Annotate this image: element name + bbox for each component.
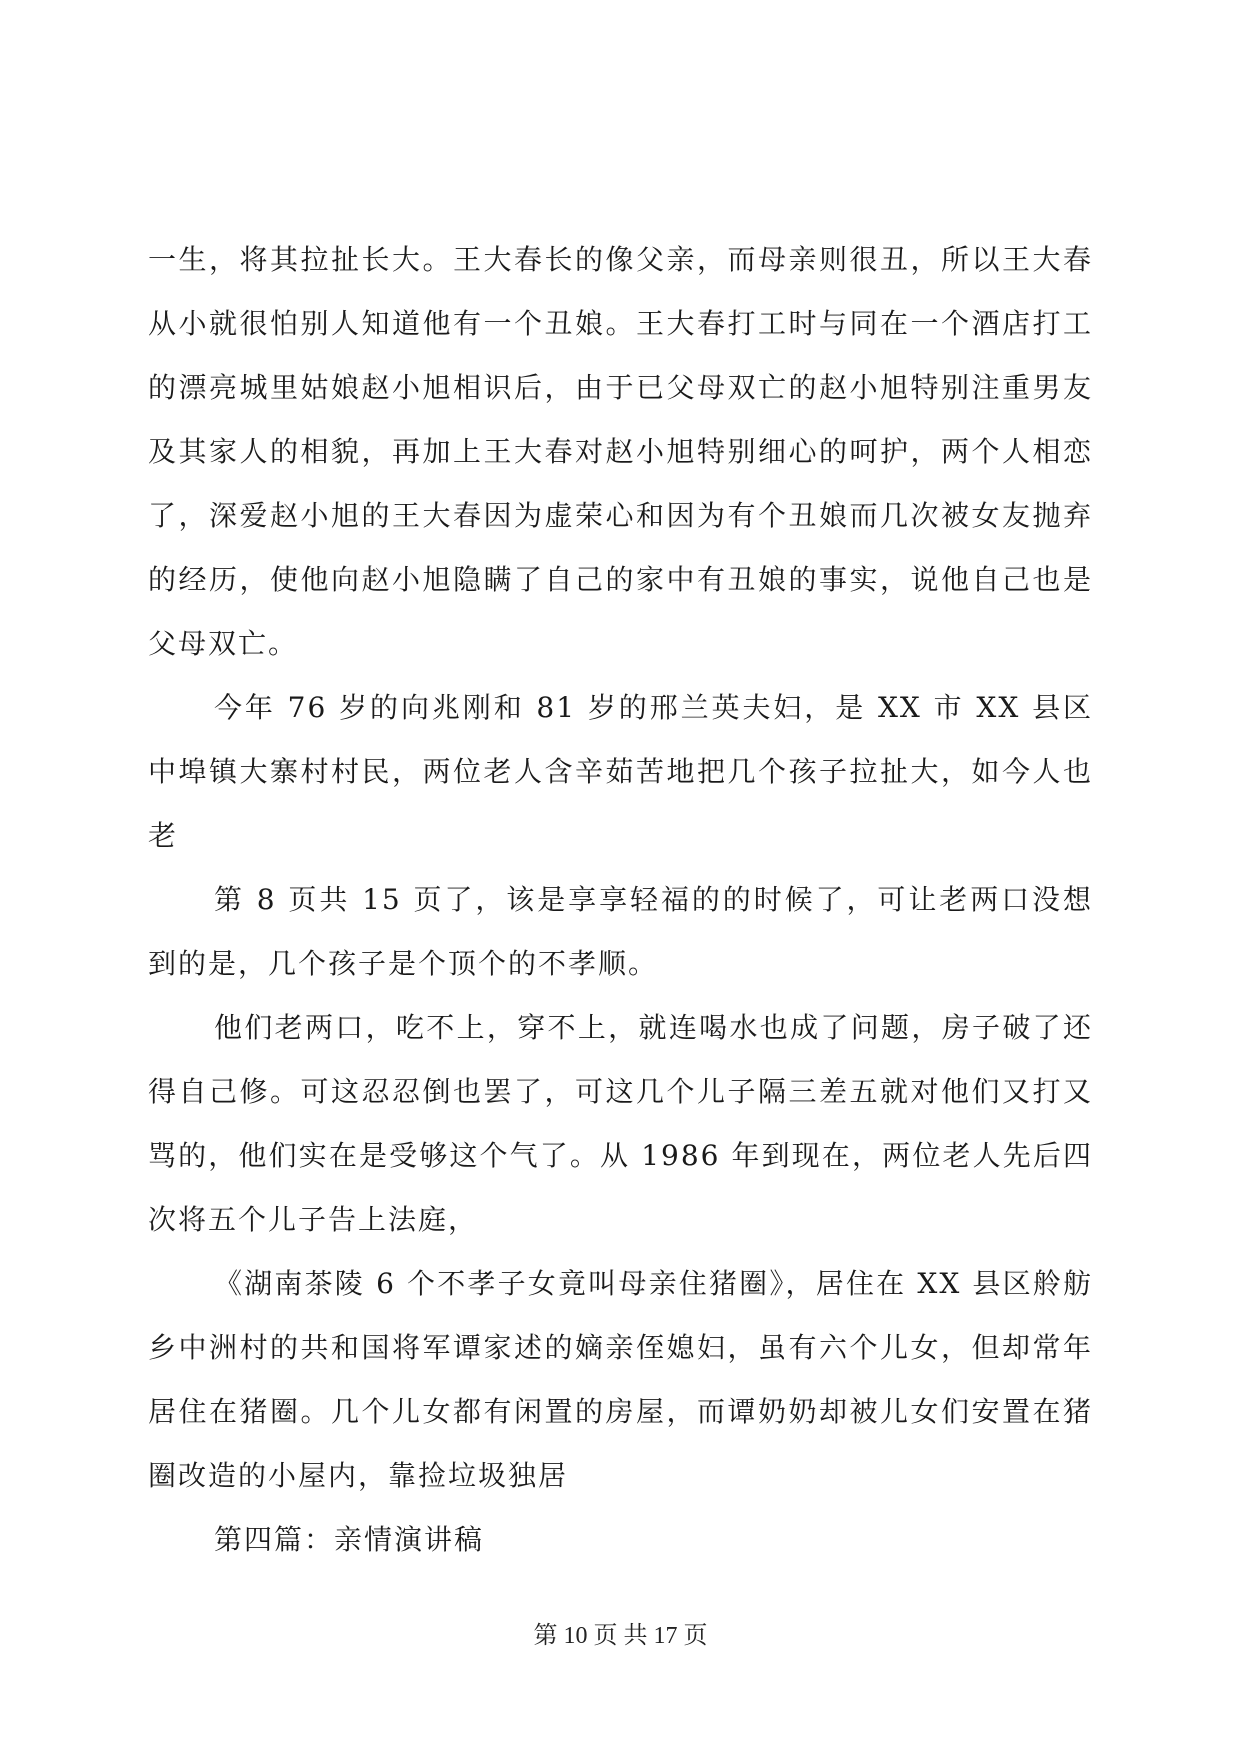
paragraph-2: 今年 76 岁的向兆刚和 81 岁的邢兰英夫妇，是 XX 市 XX 县区中埠镇大寨村村民，两位老人含辛茹苦地把几个孩子拉扯大，如今人也老 xyxy=(148,691,1093,852)
page-footer xyxy=(0,1620,1241,1652)
paragraph-3: 第 8 页共 15 页了，该是享享轻福的的时候了，可让老两口没想到的是，几个孩子是个顶个的不孝顺。 xyxy=(148,883,1093,980)
paragraph-5: 《湖南茶陵 6 个不孝子女竟叫母亲住猪圈》，居住在 XX 县区舲舫乡中洲村的共和国将军谭家述的嫡亲侄媳妇，虽有六个儿女，但却常年居住在猪圈。几个儿女都有闲置的房屋，而谭奶奶却被儿女们安置在猪圈改造的小屋内，靠捡垃圾独居 xyxy=(148,1267,1093,1492)
page-number-label: 第 10 页 共 17 页 xyxy=(533,1623,708,1649)
section-heading: 第四篇：亲情演讲稿 xyxy=(214,1523,485,1556)
document-body xyxy=(148,228,1093,1572)
paragraph-4: 他们老两口，吃不上，穿不上，就连喝水也成了问题，房子破了还得自己修。可这忍忍倒也罢了，可这几个儿子隔三差五就对他们又打又骂的，他们实在是受够这个气了。从 1986 年到现在，两位老人先后四次将五个儿子告上法庭， xyxy=(148,1011,1093,1236)
paragraph-1: 一生，将其拉扯长大。王大春长的像父亲，而母亲则很丑，所以王大春从小就很怕别人知道他有一个丑娘。王大春打工时与同在一个酒店打工的漂亮城里姑娘赵小旭相识后，由于已父母双亡的赵小旭特别注重男友及其家人的相貌，再加上王大春对赵小旭特别细心的呵护，两个人相恋了，深爱赵小旭的王大春因为虚荣心和因为有个丑娘而几次被女友抛弃的经历，使他向赵小旭隐瞒了自己的家中有丑娘的事实，说他自己也是父母双亡。 xyxy=(148,243,1093,660)
